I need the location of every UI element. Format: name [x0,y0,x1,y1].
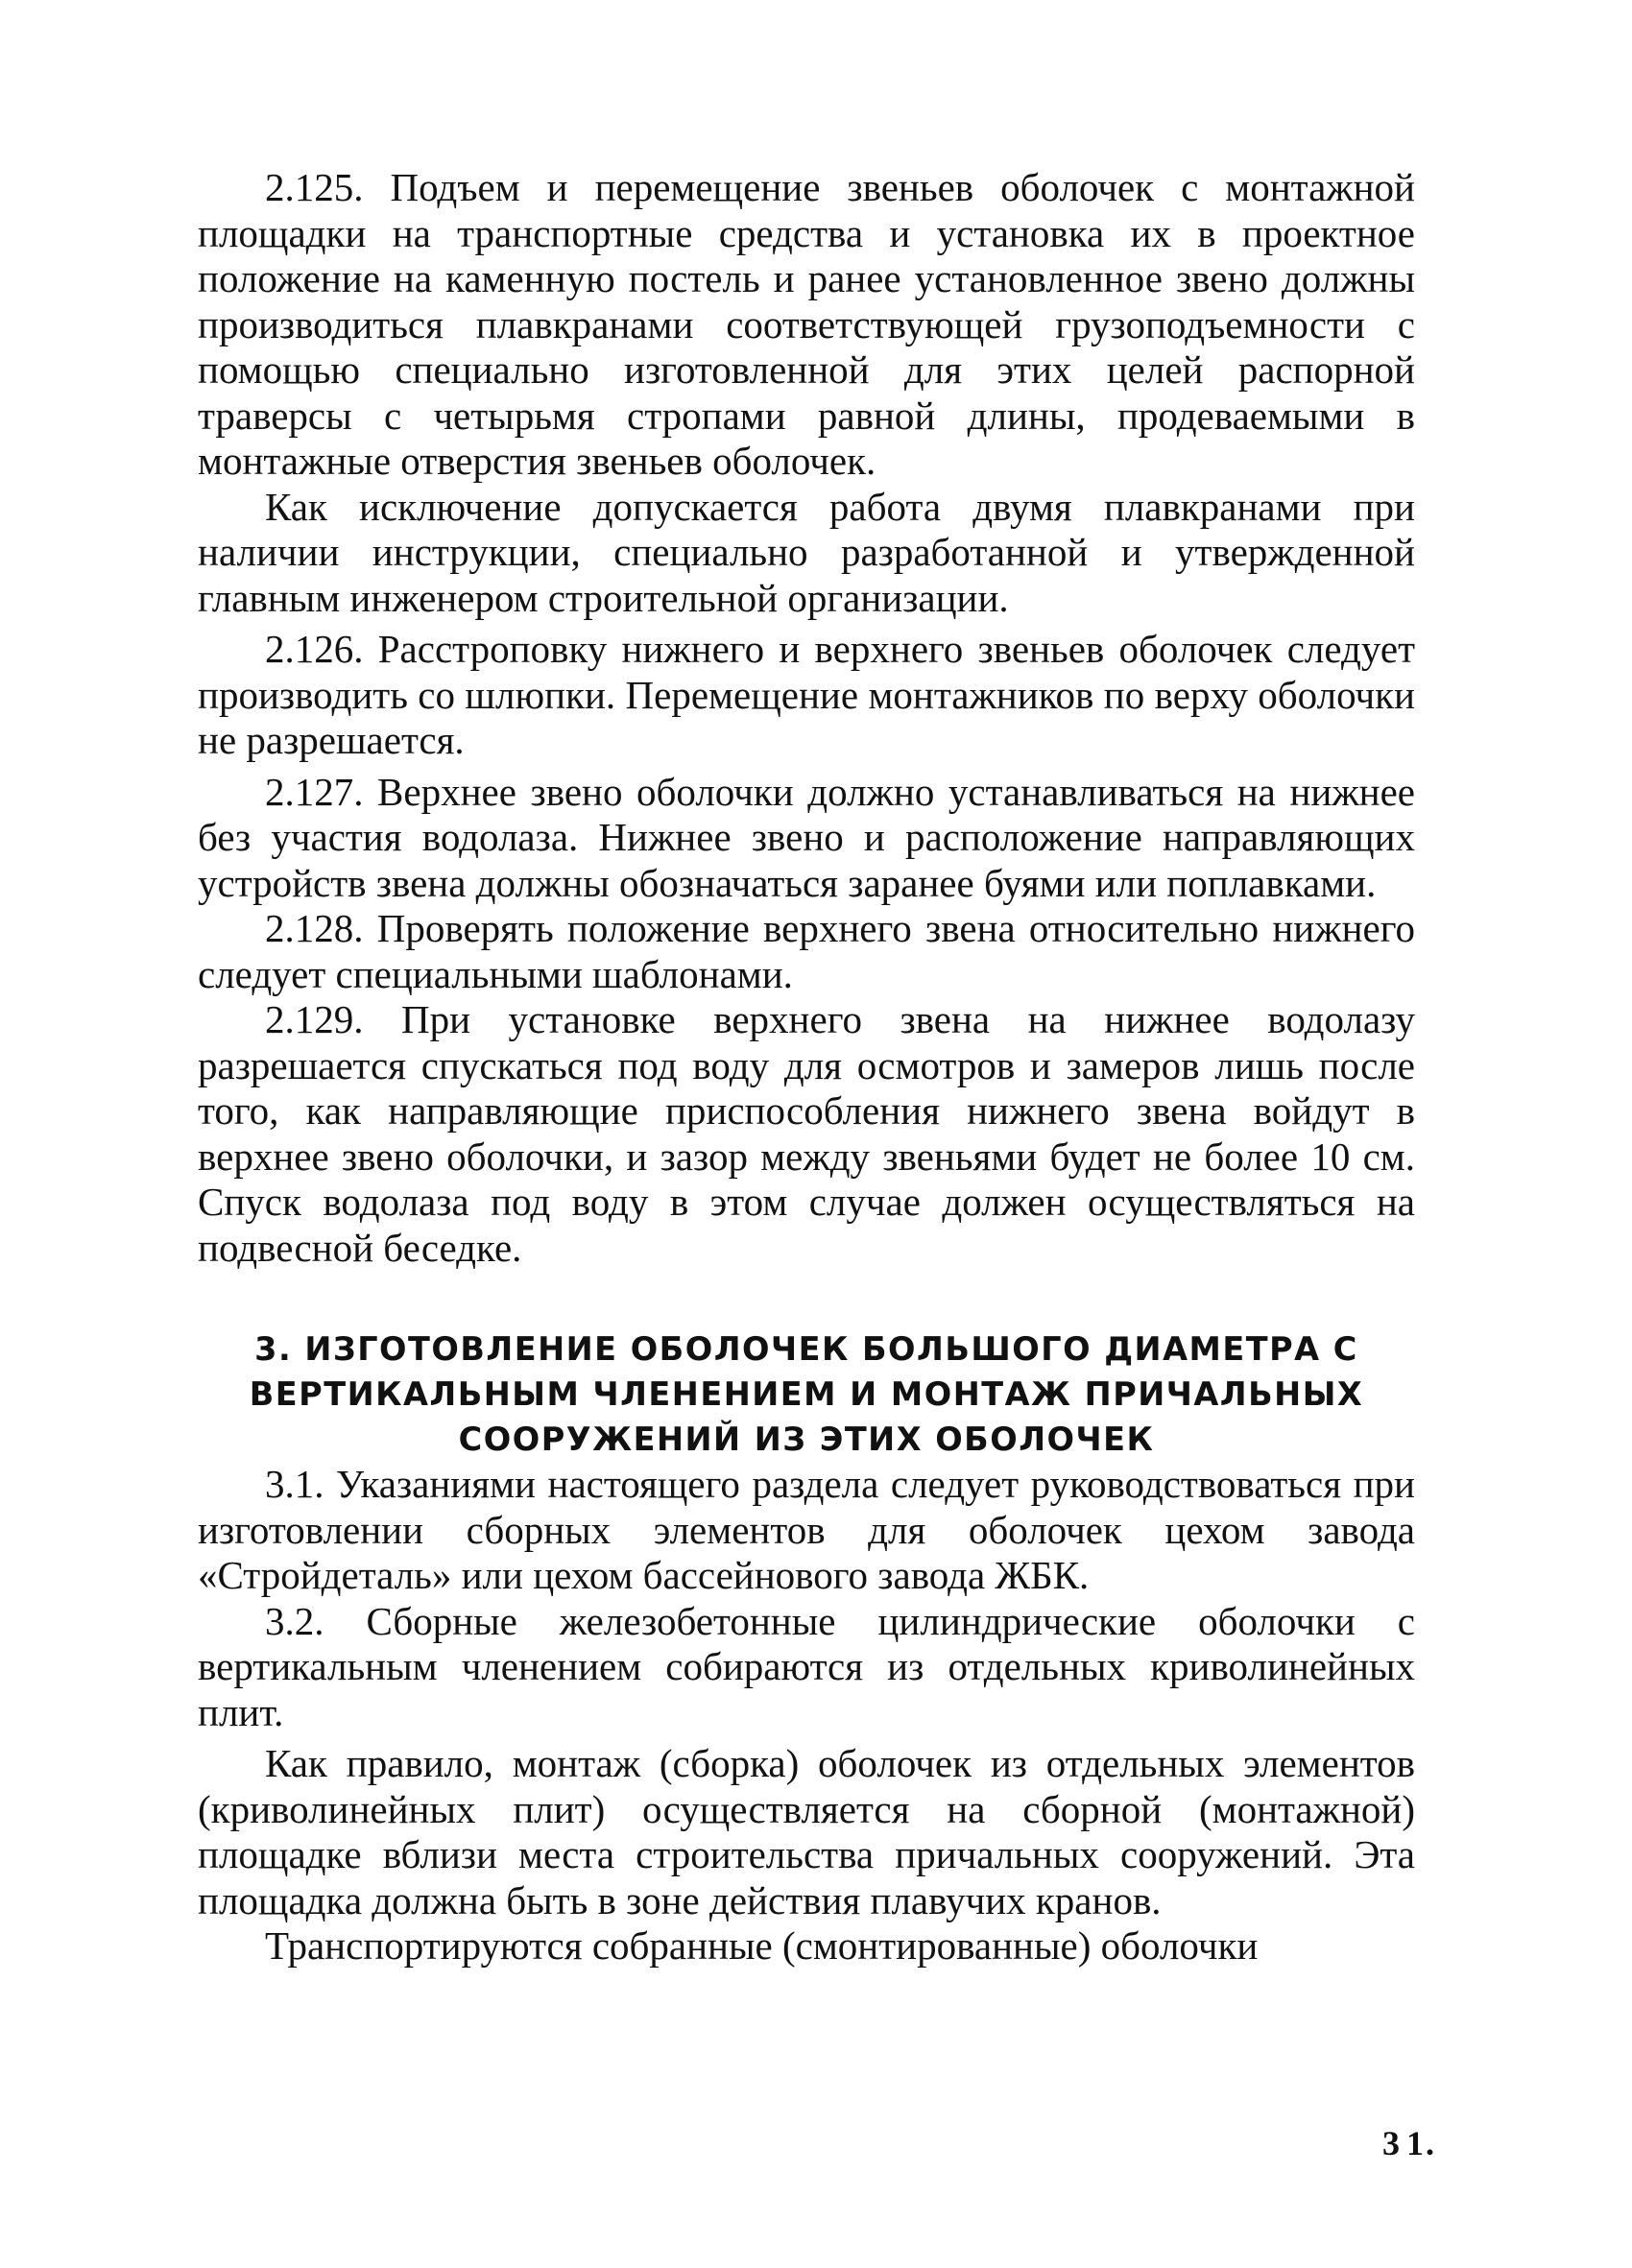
paragraph-3-1: 3.1. Указаниями настоящего раздела следует руководствоваться при изготовлении сборных элементов для оболочек цехом завода «Стройдеталь» или цехом бассейнового завода ЖБК. [198,1462,1415,1597]
paragraph-2-129: 2.129. При установке верхнего звена на нижнее водолазу разрешается спускаться под воду для осмотров и замеров лишь после того, как направляющие приспособления нижнего звена войдут в верхнее звено оболочки, и зазор между звеньями будет не более 10 см. Спуск водолаза под воду в этом случае должен осуществляться на подвесной беседке. [198,997,1415,1270]
paragraph-transport: Транспортируются собранные (смонтированные) оболочки [265,1923,1259,1968]
paragraph-2-127: 2.127. Верхнее звено оболочки должно устанавливаться на нижнее без участия водолаза. Нижнее звено и расположение направляющих устройств звена должны обозначаться заранее буями или поплавками. [198,769,1415,905]
paragraph-2-125: 2.125. Подъем и перемещение звеньев оболочек с монтажной площадки на транспортные средства и установка их в проектное положение на каменную постель и ранее установленное звено должны производиться плавкранами соответствующей грузоподъемности с помощью специально изготовленной для этих целей распорной траверсы с четырьмя стропами равной длины, продеваемыми в монтажные отверстия звеньев оболочек. [198,165,1415,483]
text-column [198,165,1415,1970]
section-heading: 3. ИЗГОТОВЛЕНИЕ ОБОЛОЧЕК БОЛЬШОГО ДИАМЕТРА С ВЕРТИКАЛЬНЫМ ЧЛЕНЕНИЕМ И МОНТАЖ ПРИЧАЛЬНЫХ СООРУЖЕНИЙ ИЗ ЭТИХ ОБОЛОЧЕК [249,1330,1364,1458]
paragraph-3-2: 3.2. Сборные железобетонные цилиндрические оболочки с вертикальным членением собираются из отдельных криволинейных плит. [198,1598,1415,1734]
paragraph-2-126: 2.126. Расстроповку нижнего и верхнего звеньев оболочек следует производить со шлюпки. Перемещение монтажников по верху оболочки не разрешается. [198,627,1415,762]
paragraph-assembly: Как правило, монтаж (сборка) оболочек из отдельных элементов (криволинейных плит) осуществляется на сборной (монтажной) площадке вблизи места строительства причальных сооружений. Эта площадка должна быть в зоне действия плавучих кранов. [198,1741,1415,1922]
paragraph-exception: Как исключение допускается работа двумя плавкранами при наличии инструкции, специально разработанной и утвержденной главным инженером строительной организации. [198,484,1415,620]
paragraph-2-128: 2.128. Проверять положение верхнего звена относительно нижнего следует специальными шаблонами. [198,906,1415,996]
page-number: 3 1. [1382,2124,1437,2162]
